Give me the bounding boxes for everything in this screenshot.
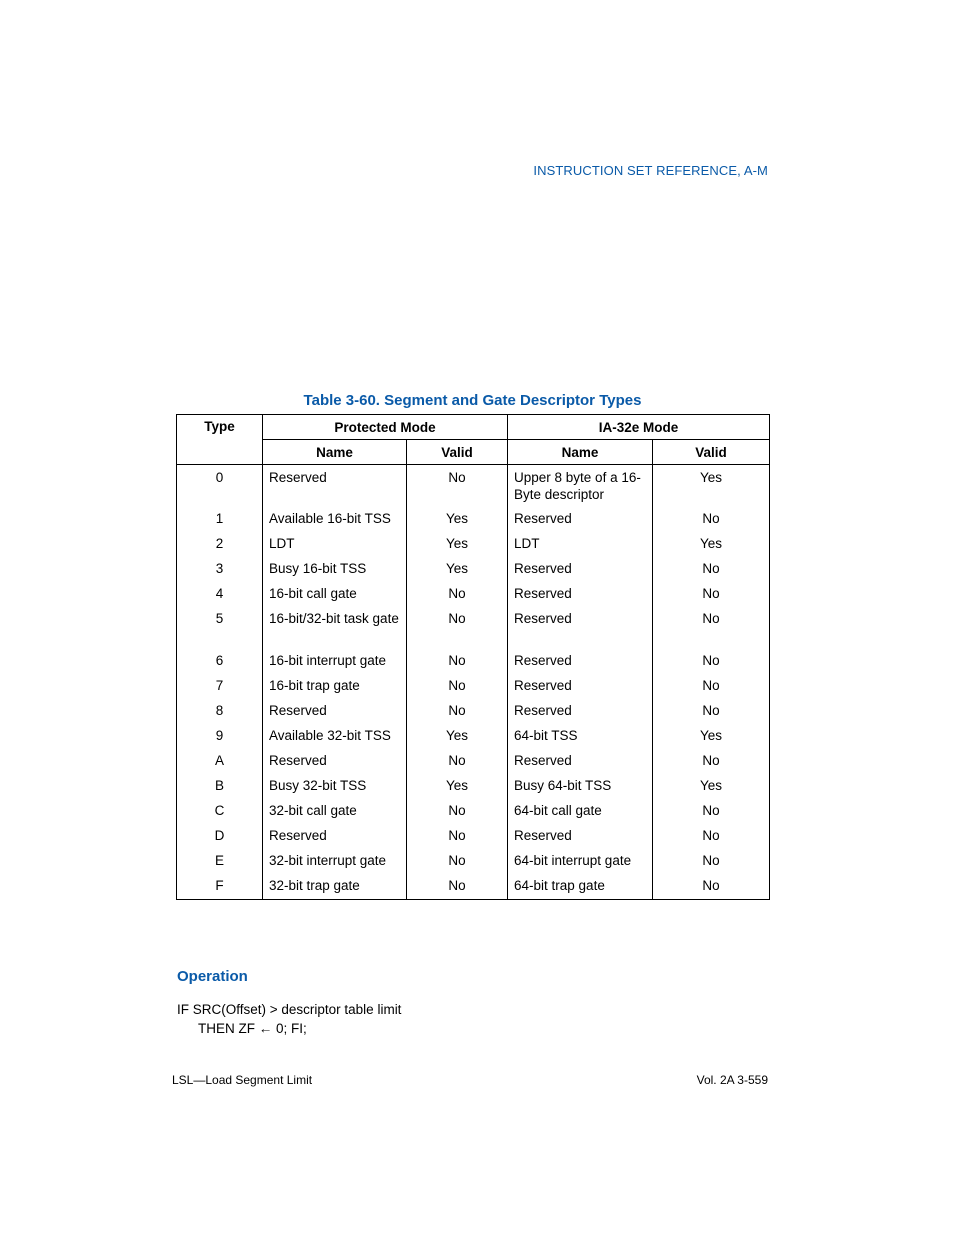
cell-pm-name: Reserved — [263, 465, 407, 507]
cell-pm-name: Reserved — [263, 749, 407, 774]
cell-type: E — [177, 849, 263, 874]
cell-ia-valid: No — [653, 874, 770, 900]
cell-type: 6 — [177, 649, 263, 674]
table-row — [177, 774, 770, 799]
cell-pm-name: Available 16-bit TSS — [263, 507, 407, 532]
cell-ia-valid: No — [653, 649, 770, 674]
cell-ia-valid: Yes — [653, 724, 770, 749]
footer-title: LSL—Load Segment Limit — [172, 1073, 313, 1087]
table-row — [177, 749, 770, 774]
cell-ia-valid: No — [653, 699, 770, 724]
cell-pm-valid: Yes — [407, 532, 508, 557]
table-row — [177, 824, 770, 849]
cell-pm-name: 32-bit call gate — [263, 799, 407, 824]
cell-pm-name: Reserved — [263, 699, 407, 724]
cell-type: 2 — [177, 532, 263, 557]
table-row — [177, 582, 770, 607]
operation-heading: Operation — [177, 968, 248, 985]
cell-ia-valid: No — [653, 749, 770, 774]
cell-pm-valid: No — [407, 582, 508, 607]
cell-type: C — [177, 799, 263, 824]
cell-pm-valid: No — [407, 849, 508, 874]
operation-code — [177, 1000, 401, 1038]
col-header-pm-valid: Valid — [407, 440, 508, 465]
cell-type: 8 — [177, 699, 263, 724]
cell-pm-valid: No — [407, 799, 508, 824]
cell-ia-name: Reserved — [508, 557, 653, 582]
cell-pm-name: Busy 32-bit TSS — [263, 774, 407, 799]
cell-ia-valid: No — [653, 849, 770, 874]
descriptor-types-table — [176, 414, 770, 900]
cell-pm-name: 16-bit/32-bit task gate — [263, 607, 407, 649]
cell-ia-name: Reserved — [508, 749, 653, 774]
cell-pm-valid: No — [407, 649, 508, 674]
cell-pm-valid: Yes — [407, 557, 508, 582]
cell-ia-name: Busy 64-bit TSS — [508, 774, 653, 799]
cell-pm-valid: No — [407, 699, 508, 724]
cell-type: A — [177, 749, 263, 774]
cell-type: 5 — [177, 607, 263, 649]
cell-pm-name: 32-bit interrupt gate — [263, 849, 407, 874]
cell-ia-name: 64-bit TSS — [508, 724, 653, 749]
cell-pm-name: 16-bit trap gate — [263, 674, 407, 699]
cell-ia-valid: No — [653, 582, 770, 607]
table-row — [177, 465, 770, 507]
cell-type: 0 — [177, 465, 263, 507]
cell-pm-name: Available 32-bit TSS — [263, 724, 407, 749]
cell-type: 3 — [177, 557, 263, 582]
cell-ia-name: Reserved — [508, 699, 653, 724]
cell-pm-name: 32-bit trap gate — [263, 874, 407, 900]
cell-pm-valid: No — [407, 607, 508, 649]
cell-type: D — [177, 824, 263, 849]
table-title: Table 3-60. Segment and Gate Descriptor Types — [303, 392, 642, 409]
cell-ia-name: 64-bit call gate — [508, 799, 653, 824]
cell-ia-valid: No — [653, 607, 770, 649]
col-group-protected-mode: Protected Mode — [263, 415, 508, 440]
col-group-ia32e-mode: IA-32e Mode — [508, 415, 770, 440]
code-line-1: IF SRC(Offset) > descriptor table limit — [177, 1002, 402, 1017]
cell-ia-name: 64-bit interrupt gate — [508, 849, 653, 874]
cell-ia-name: Reserved — [508, 824, 653, 849]
cell-pm-valid: Yes — [407, 507, 508, 532]
cell-ia-valid: No — [653, 674, 770, 699]
cell-pm-valid: Yes — [407, 774, 508, 799]
cell-type: 1 — [177, 507, 263, 532]
running-header: INSTRUCTION SET REFERENCE, A-M — [533, 163, 768, 178]
cell-ia-valid: No — [653, 507, 770, 532]
table-row — [177, 607, 770, 649]
cell-pm-valid: No — [407, 674, 508, 699]
col-header-ia-name: Name — [508, 440, 653, 465]
cell-pm-valid: No — [407, 874, 508, 900]
cell-ia-valid: Yes — [653, 774, 770, 799]
cell-ia-name: Reserved — [508, 507, 653, 532]
cell-pm-name: Busy 16-bit TSS — [263, 557, 407, 582]
cell-pm-name: Reserved — [263, 824, 407, 849]
col-header-type: Type — [177, 415, 263, 465]
cell-ia-valid: No — [653, 824, 770, 849]
cell-type: B — [177, 774, 263, 799]
cell-pm-name: 16-bit interrupt gate — [263, 649, 407, 674]
footer-page-number: Vol. 2A 3-559 — [696, 1073, 768, 1087]
table-row — [177, 674, 770, 699]
cell-ia-name: Upper 8 byte of a 16-Byte descriptor — [508, 465, 653, 507]
cell-ia-name: Reserved — [508, 607, 653, 649]
table-row — [177, 557, 770, 582]
table-row — [177, 799, 770, 824]
cell-type: 9 — [177, 724, 263, 749]
cell-pm-name: 16-bit call gate — [263, 582, 407, 607]
cell-type: 4 — [177, 582, 263, 607]
cell-ia-name: 64-bit trap gate — [508, 874, 653, 900]
cell-ia-valid: Yes — [653, 465, 770, 507]
cell-type: F — [177, 874, 263, 900]
table-row — [177, 699, 770, 724]
cell-ia-name: Reserved — [508, 582, 653, 607]
col-header-pm-name: Name — [263, 440, 407, 465]
cell-pm-valid: No — [407, 465, 508, 507]
cell-pm-name: LDT — [263, 532, 407, 557]
cell-pm-valid: No — [407, 824, 508, 849]
cell-ia-name: LDT — [508, 532, 653, 557]
cell-ia-valid: No — [653, 557, 770, 582]
cell-ia-valid: Yes — [653, 532, 770, 557]
cell-ia-valid: No — [653, 799, 770, 824]
cell-ia-name: Reserved — [508, 649, 653, 674]
table-row — [177, 724, 770, 749]
cell-pm-valid: Yes — [407, 724, 508, 749]
table-row — [177, 507, 770, 532]
table-row — [177, 532, 770, 557]
code-line-2: THEN ZF ← 0; FI; — [198, 1021, 307, 1036]
cell-pm-valid: No — [407, 749, 508, 774]
table-row — [177, 649, 770, 674]
cell-type: 7 — [177, 674, 263, 699]
cell-ia-name: Reserved — [508, 674, 653, 699]
col-header-ia-valid: Valid — [653, 440, 770, 465]
table-row — [177, 874, 770, 900]
table-row — [177, 849, 770, 874]
